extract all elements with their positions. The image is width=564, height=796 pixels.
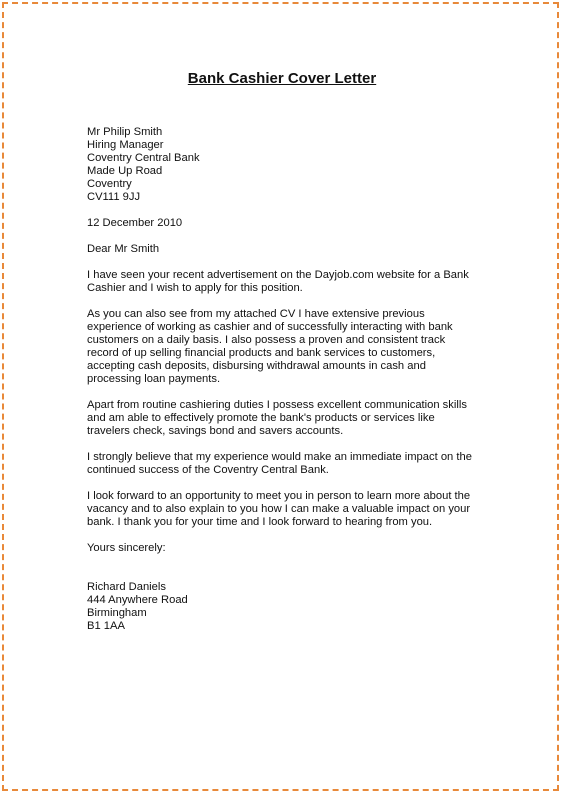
paragraph-line: Apart from routine cashiering duties I possess excellent communication skills [87, 399, 467, 411]
paragraph-3 [87, 399, 487, 438]
sender-line: B1 1AA [87, 620, 125, 632]
letter-date: 12 December 2010 [87, 217, 183, 229]
paragraph-line: As you can also see from my attached CV I have extensive previous [87, 308, 425, 320]
sender-address [87, 581, 487, 633]
paragraph-line: Cashier and I wish to apply for this position. [87, 282, 303, 294]
recipient-line: Made Up Road [87, 165, 163, 177]
sender-line: 444 Anywhere Road [87, 594, 188, 606]
paragraph-line: and am able to effectively promote the bank's products or services like [87, 412, 435, 424]
paragraph-line: record of up selling financial products and bank services to customers, [87, 347, 436, 359]
recipient-address [87, 126, 487, 204]
recipient-line: CV111 9JJ [87, 191, 141, 203]
salutation: Dear Mr Smith [87, 243, 160, 255]
paragraph-line: I have seen your recent advertisement on the Dayjob.com website for a Bank [87, 269, 469, 281]
paragraph-line: I look forward to an opportunity to meet you in person to learn more about the [87, 490, 471, 502]
paragraph-line: accepting cash deposits, disbursing withdrawal amounts in cash and [87, 360, 426, 372]
closing: Yours sincerely: [87, 542, 166, 554]
paragraph-line: bank. I thank you for your time and I look forward to hearing from you. [87, 516, 433, 528]
paragraph-line: I strongly believe that my experience would make an immediate impact on the [87, 451, 472, 463]
paragraph-line: processing loan payments. [87, 373, 221, 385]
paragraph-line: customers on a daily basis. I also possess a proven and consistent track [87, 334, 446, 346]
paragraph-4 [87, 451, 487, 477]
recipient-line: Mr Philip Smith [87, 126, 163, 138]
paragraph-2 [87, 308, 487, 386]
recipient-line: Hiring Manager [87, 139, 164, 151]
paragraph-5 [87, 490, 487, 529]
paragraph-line: travelers check, savings bond and savers accounts. [87, 425, 344, 437]
paragraph-line: vacancy and to also explain to you how I can make a valuable impact on your [87, 503, 471, 515]
letter-body [87, 126, 487, 633]
sender-line: Birmingham [87, 607, 147, 619]
paragraph-1 [87, 269, 487, 295]
sender-line: Richard Daniels [87, 581, 166, 593]
recipient-line: Coventry [87, 178, 132, 190]
page-title: Bank Cashier Cover Letter [187, 70, 377, 87]
paragraph-line: continued success of the Coventry Central Bank. [87, 464, 329, 476]
paragraph-line: experience of working as cashier and of successfully interacting with bank [87, 321, 453, 333]
recipient-line: Coventry Central Bank [87, 152, 200, 164]
